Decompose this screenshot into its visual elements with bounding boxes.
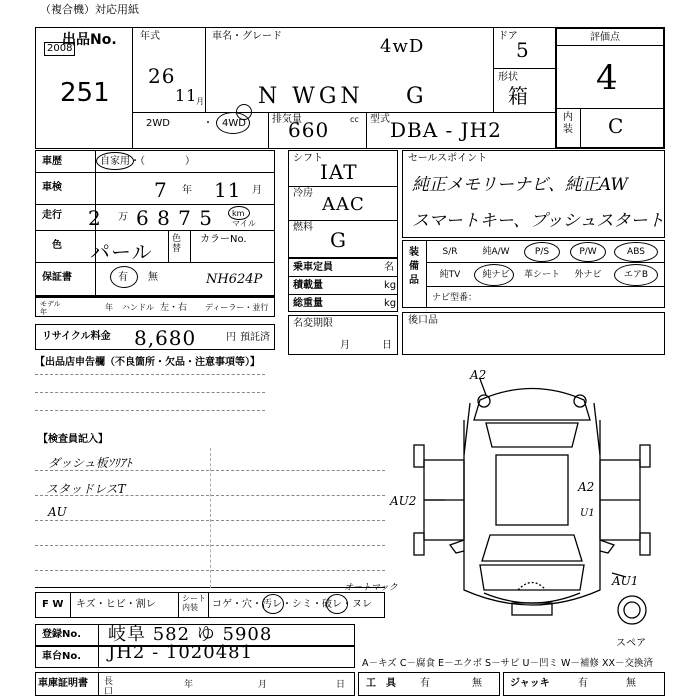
mileage-man: 2 xyxy=(88,206,102,230)
shift-label: シフト xyxy=(293,153,323,164)
shift-value: IAT xyxy=(320,160,358,184)
equip-ps-circle xyxy=(524,242,560,262)
inspection-year: 7 xyxy=(154,178,168,202)
four-wd: 4WD xyxy=(222,118,246,129)
car-grade: G xyxy=(406,84,425,109)
history-options: 自家用・（ ） xyxy=(100,156,195,167)
year-month-value: 11 xyxy=(175,86,198,105)
model-label: 型式 xyxy=(370,114,390,125)
ac-value: AAC xyxy=(322,194,365,215)
lot-year-stamp: 2008 xyxy=(44,42,75,56)
equip-pw-circle xyxy=(570,242,606,262)
weight-unit: kg xyxy=(384,298,397,309)
year-value: 26 xyxy=(148,64,176,88)
equip-ext-navi: 外ナビ xyxy=(574,270,602,280)
condition-kizu: キズ・ヒビ・割レ xyxy=(76,599,156,610)
mileage-km: km xyxy=(232,209,245,218)
displacement-label: 排気量 xyxy=(272,114,302,125)
mileage-rest: 6 8 7 5 xyxy=(136,206,213,230)
exhibitor-label: 【出品店申告欄（不良箇所・欠品・注意事項等）】 xyxy=(35,357,260,368)
car-name: N WGN xyxy=(258,84,364,109)
inspection-month: 11 xyxy=(214,178,242,202)
year-month-label: 月 xyxy=(196,97,204,106)
condition-fw: F W xyxy=(42,599,64,610)
form-label: （複合機）対応用紙 xyxy=(40,3,139,16)
rating-value: 4 xyxy=(596,58,619,98)
passengers-label: 乗車定員 xyxy=(293,262,333,273)
registration-label: 登録No. xyxy=(42,629,82,640)
lot-number: 251 xyxy=(60,78,110,108)
warranty-no: 無 xyxy=(148,272,158,283)
damage-legend: A－キズ C－腐食 E－エクボ S－サビ U－凹ミ W－補修 XX－交換済 xyxy=(362,658,653,669)
inspector-note1: ダッシュ板ｿﾘｱﾄ xyxy=(48,456,132,470)
warranty-yes: 有 xyxy=(118,272,128,283)
door-value: 5 xyxy=(516,38,530,62)
passengers-unit: 名 xyxy=(384,262,394,273)
equip-leather: 革シート xyxy=(523,270,560,280)
drive-dot: ・ xyxy=(203,118,213,129)
cert-opt5: 日 xyxy=(336,680,346,690)
fuel-label: 燃料 xyxy=(293,222,313,233)
rear-block xyxy=(402,312,665,355)
displacement-value: 660 xyxy=(288,118,330,142)
year-label: 年式 xyxy=(140,31,160,42)
jack-label: ジャッキ xyxy=(510,678,550,689)
ac-label: 冷房 xyxy=(293,188,313,199)
name-change-month: 月 xyxy=(340,340,350,351)
mileage-km-circle xyxy=(228,206,250,220)
inspector-label: 【検査員記入】 xyxy=(38,434,108,445)
history-circle xyxy=(96,152,134,170)
mileage-label: 走行 xyxy=(42,210,62,221)
recycle-value: 8,680 xyxy=(134,326,197,350)
equip-tv: 純TV xyxy=(439,270,461,280)
cert-label: 車庫証明書 xyxy=(38,678,88,689)
car-diagram xyxy=(400,365,670,630)
equip-aw: 純A/W xyxy=(482,247,510,257)
door-label: ドア xyxy=(498,31,518,42)
car-drive: 4wD xyxy=(380,36,425,57)
color-change-label: 色替 xyxy=(172,234,182,254)
registration-value: 岐阜 582 ゆ 5908 xyxy=(108,624,273,645)
interior-value: C xyxy=(608,114,625,138)
inspection-month-unit: 月 xyxy=(252,185,262,196)
warranty-circle xyxy=(110,266,138,288)
tools-yes: 有 xyxy=(420,678,430,689)
diagram-a2-side: A2 xyxy=(578,480,595,494)
cert-opt2: 口 xyxy=(104,687,114,697)
condition-koge: コゲ・穴・汚レ・シミ・破レ・ヌレ xyxy=(212,599,372,610)
weight-label: 総重量 xyxy=(293,298,323,309)
model-value: DBA - JH2 xyxy=(390,118,502,142)
equip-ps: P/S xyxy=(534,247,550,257)
load-unit: kg xyxy=(384,280,397,291)
load-label: 積載量 xyxy=(293,280,323,291)
equip-airbag-circle xyxy=(614,264,658,286)
diagram-note: オートマック xyxy=(344,583,398,593)
handle-lr: 左・右 xyxy=(160,303,188,313)
navi-model-label: ナビ型番： xyxy=(432,293,478,303)
equipment-label: 装備品 xyxy=(409,247,419,286)
shape-label: 形状 xyxy=(498,72,518,83)
cert-opt1: 長 xyxy=(104,677,114,687)
interior-label: 内装 xyxy=(563,112,573,135)
sales-point-line1: 純正メモリーナビ、純正AW xyxy=(412,175,628,195)
rating-label: 評価点 xyxy=(590,32,620,43)
dealer-label: ディーラー・並行 xyxy=(205,303,269,312)
warranty-label: 保証書 xyxy=(42,272,72,283)
diagram-u1: U1 xyxy=(580,508,595,519)
car-name-label: 車名・グレード xyxy=(212,31,282,42)
lot-label: 出品No. xyxy=(62,32,117,48)
mileage-mile: マイル xyxy=(232,219,256,228)
condition-seat: シート内装 xyxy=(182,594,206,612)
inspection-year-unit: 年 xyxy=(182,185,192,196)
recycle-unit: 円 xyxy=(226,332,236,343)
fuel-value: G xyxy=(330,228,347,252)
rear-label: 後口品 xyxy=(408,315,438,326)
name-change-day: 日 xyxy=(382,340,392,351)
equip-navi: 純ナビ xyxy=(482,270,510,280)
equip-abs: ABS xyxy=(627,247,645,257)
model-year-label: モデル年 xyxy=(40,300,61,316)
equip-airbag: エアB xyxy=(623,270,649,280)
equip-pw: P/W xyxy=(579,247,597,257)
equip-sr: S/R xyxy=(442,247,458,257)
model-year-unit: 年 xyxy=(105,303,113,312)
condition-tear-circle xyxy=(326,594,348,614)
equip-abs-circle xyxy=(614,242,658,262)
sales-point-label: セールスポイント xyxy=(408,153,488,164)
inspection-label: 車検 xyxy=(42,182,62,193)
mileage-man-unit: 万 xyxy=(118,212,128,223)
shape-value: 箱 xyxy=(508,84,529,108)
tools-label: 工 具 xyxy=(366,678,396,689)
color-code-value: NH624P xyxy=(206,272,263,287)
cc-label: cc xyxy=(350,115,359,124)
condition-stain-circle xyxy=(262,594,284,614)
inspector-note3: AU xyxy=(48,505,67,519)
color-label: 色 xyxy=(52,240,62,251)
history-label: 車歴 xyxy=(42,156,62,167)
name-change-label: 名変期限 xyxy=(293,318,333,329)
diagram-au2: AU2 xyxy=(390,494,417,508)
recycle-deposit: 預託済 xyxy=(240,332,270,343)
color-value: パール xyxy=(90,240,153,264)
chassis-label: 車台No. xyxy=(42,651,82,662)
color-code-label: カラーNo. xyxy=(200,234,247,245)
sales-point-line2: スマートキー、プッシュスタート xyxy=(412,211,665,231)
jack-yes: 有 xyxy=(578,678,588,689)
diagram-au1: AU1 xyxy=(612,574,639,588)
inspector-note2: スタッドレスT xyxy=(46,482,126,496)
cert-opt3: 年 xyxy=(184,680,194,690)
handle-label: ハンドル xyxy=(122,303,154,312)
chassis-value: JH2 - 1020481 xyxy=(108,642,254,663)
jack-no: 無 xyxy=(626,678,636,689)
cert-opt4: 月 xyxy=(258,680,268,690)
two-wd: 2WD xyxy=(146,118,170,129)
equip-navi-circle xyxy=(474,264,514,286)
tools-no: 無 xyxy=(472,678,482,689)
recycle-label: リサイクル料金 xyxy=(42,331,111,342)
four-wd-circle xyxy=(216,112,250,134)
diagram-a2-top: A2 xyxy=(470,368,487,382)
spare-label: スペア xyxy=(616,638,646,649)
